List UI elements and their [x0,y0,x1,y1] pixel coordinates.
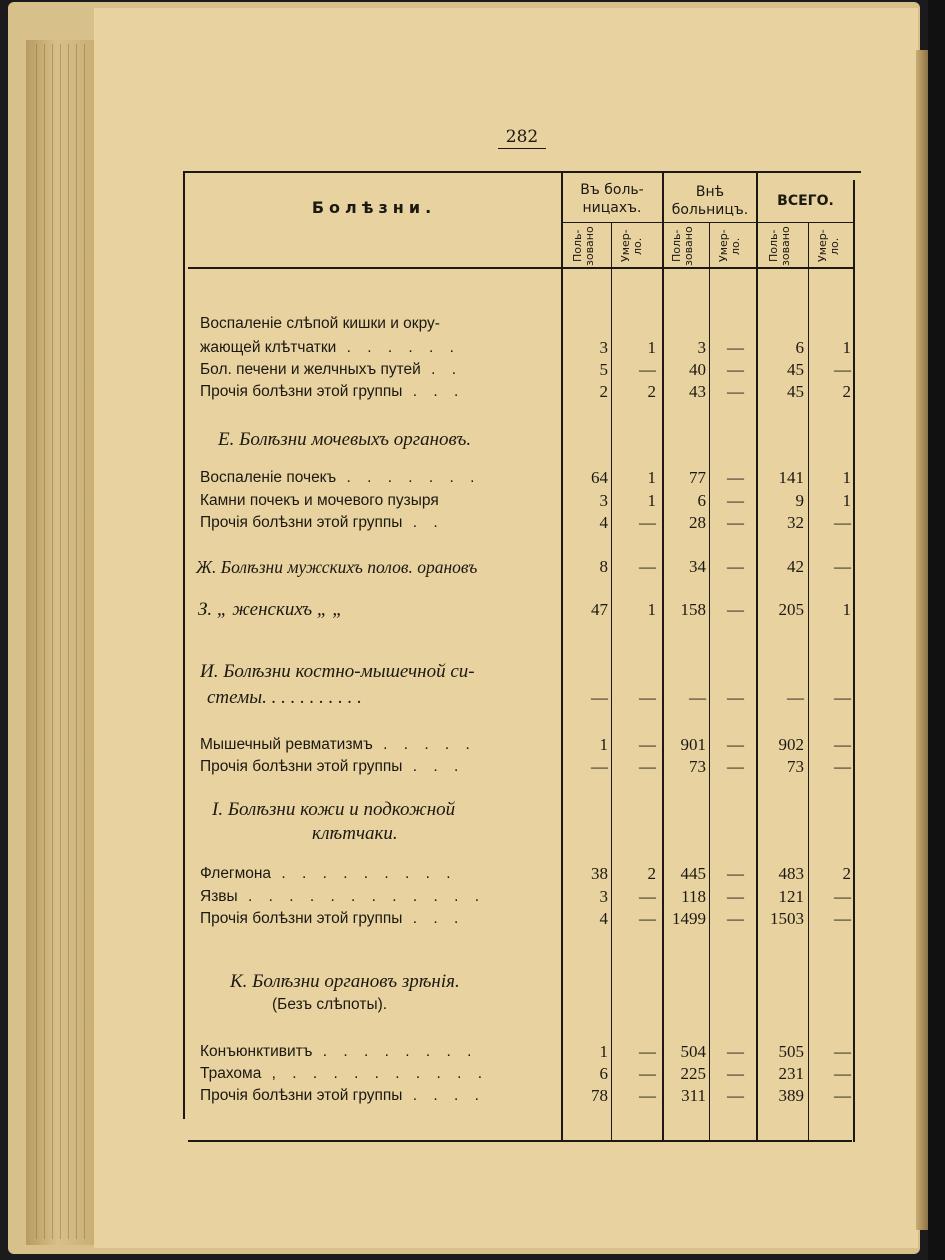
cell-value: — [834,1064,851,1083]
cell-value: — [834,909,851,928]
cell-value: — [639,757,656,776]
cell-value: 43 [689,382,706,401]
cell-value: 1 [647,491,656,510]
table-left-rule [183,171,185,1119]
cell-value: 1 [647,600,656,619]
cell-value: 64 [591,468,608,487]
cell-value: — [727,513,744,532]
cell-value: — [834,513,851,532]
cell-value: — [727,1086,744,1105]
leader-dots: . . . . . . [336,339,460,356]
cell-value: — [834,757,851,776]
header-bottom-rule [188,267,855,269]
cell-value: 2 [647,382,656,401]
cell-value: 1 [842,491,851,510]
cell-value: 1 [842,600,851,619]
row-label-text: Прочія болѣзни этой группы [200,1087,403,1104]
page-number: 282 [498,127,546,149]
row-label-text: Воспаленіе слѣпой кишки и окру- [200,315,440,332]
section-heading: Ж. Болѣзни мужскихъ полов. орановъ [196,557,478,577]
row-label [200,733,556,757]
row-label [200,511,556,535]
cell-value: 40 [689,360,706,379]
column-rule [662,171,664,1142]
cell-value: 1 [842,338,851,357]
cell-value: — [727,382,744,401]
leader-dots: . . . . [402,1087,485,1104]
cell-value: 231 [778,1064,804,1083]
cell-value: — [591,688,608,707]
cell-value: — [639,360,656,379]
cell-value: 902 [778,735,804,754]
row-label-text: Прочія болѣзни этой группы [200,514,403,531]
cell-value: — [834,1086,851,1105]
row-label [200,336,556,360]
row-label-text: Бол. печени и желчныхъ путей [200,361,421,378]
cell-value: 42 [787,557,804,576]
cell-value: — [727,468,744,487]
cell-value: — [727,688,744,707]
table-bottom-rule [188,1140,852,1142]
page-edges [36,44,92,1239]
leader-dots: . . . . . [372,736,476,753]
cell-value: 4 [599,513,608,532]
cell-value: — [639,909,656,928]
cell-value: 77 [689,468,706,487]
row-label-text: Трахома [200,1065,262,1082]
cell-value: 901 [680,735,706,754]
cell-value: — [727,600,744,619]
section-heading: Е. Болѣзни мочевыхъ органовъ. [218,429,472,450]
cell-value: 4 [599,909,608,928]
cell-value: 505 [778,1042,804,1061]
cell-value: 3 [599,338,608,357]
cell-value: — [727,491,744,510]
cell-value: 28 [689,513,706,532]
cell-value: — [727,360,744,379]
cell-value: 1499 [672,909,706,928]
section-heading: К. Болѣзни органовъ зрѣнія. [230,971,460,992]
cell-value: 311 [681,1086,706,1105]
cell-value: 38 [591,864,608,883]
row-label [200,380,556,404]
row-label-text: (Безъ слѣпоты). [272,996,388,1013]
cell-value: 3 [599,887,608,906]
leader-dots: , . . . . . . . . . . [261,1065,489,1082]
row-label [200,312,556,336]
row-label [200,907,556,931]
row-label-text: Прочія болѣзни этой группы [200,758,403,775]
out-hospitals-header: Внѣ больницъ. [671,184,749,218]
cell-value: 3 [697,338,706,357]
row-label-text: Конъюнктивитъ [200,1043,313,1060]
cell-value: — [834,1042,851,1061]
cell-value: — [639,1042,656,1061]
died-subheader: Умер- ло. [619,229,644,263]
row-label [200,1062,556,1086]
treated-subheader: Поль- зовано [571,226,596,266]
column-rule [756,171,758,1142]
cell-value: 205 [778,600,804,619]
cell-value: — [639,1086,656,1105]
cell-value: 158 [680,600,706,619]
row-label [200,755,556,779]
row-label-text: Воспаленіе почекъ [200,469,337,486]
row-label [272,993,628,1017]
died-subheader: Умер- ло. [717,229,742,263]
cell-value: 1 [842,468,851,487]
cell-value: — [834,360,851,379]
cell-value: 45 [787,382,804,401]
cell-value: 73 [787,757,804,776]
section-heading: клѣтчаки. [312,823,398,844]
table-top-rule [183,171,861,173]
cell-value: 225 [680,1064,706,1083]
row-label-text: Флегмона [200,865,272,882]
cell-value: — [727,338,744,357]
cell-value: 5 [599,360,608,379]
cell-value: 8 [599,557,608,576]
section-heading: З. „ женскихъ „ „ [198,599,343,620]
cell-value: 141 [778,468,804,487]
cell-value: 2 [842,864,851,883]
in-hospitals-header: Въ боль- ницахъ. [580,182,644,216]
cell-value: 1 [599,735,608,754]
cell-value: 6 [795,338,804,357]
leader-dots: . . . [402,383,465,400]
cell-value: — [639,735,656,754]
cell-value: 121 [778,887,804,906]
cell-value: 1 [647,468,656,487]
row-label-text: Язвы [200,888,238,905]
diseases-header: Болѣзни. [311,198,437,217]
leader-dots: . . . . . . . [336,469,481,486]
section-heading: И. Болѣзни костно-мышечной си- [200,661,475,682]
background [928,0,945,1260]
leader-dots: . . . . . . . . . [271,865,457,882]
table-right-rule [853,180,855,1142]
row-label [200,489,556,513]
leader-dots: . . . [402,910,465,927]
row-label-text: Прочія болѣзни этой группы [200,910,403,927]
cell-value: — [727,864,744,883]
cell-value: 45 [787,360,804,379]
cell-value: — [591,757,608,776]
cell-value: — [639,557,656,576]
cell-value: 3 [599,491,608,510]
row-label [200,885,556,909]
total-header: ВСЕГО. [777,193,834,209]
cell-value: — [727,735,744,754]
cell-value: 483 [778,864,804,883]
leader-dots: . . . . . . . . . . . . [237,888,486,905]
cell-value: 1503 [770,909,804,928]
cell-value: — [727,557,744,576]
row-label [200,358,556,382]
row-label [200,1084,556,1108]
cell-value: — [639,887,656,906]
cell-value: 6 [697,491,706,510]
leader-dots: . . [420,361,463,378]
row-label [200,466,556,490]
cell-value: — [639,688,656,707]
row-label-text: жающей клѣтчатки [200,339,337,356]
cell-value: 389 [778,1086,804,1105]
cell-value: — [727,909,744,928]
cell-value: 73 [689,757,706,776]
row-label-text: Прочія болѣзни этой группы [200,383,403,400]
cell-value: 9 [795,491,804,510]
cell-value: 118 [681,887,706,906]
cell-value: — [834,688,851,707]
cell-value: — [727,1064,744,1083]
cell-value: 2 [647,864,656,883]
cell-value: 2 [842,382,851,401]
leader-dots: . . [402,514,444,531]
cell-value: 504 [680,1042,706,1061]
row-label [200,862,556,886]
leader-dots: . . . . . . . . [312,1043,478,1060]
cell-value: 32 [787,513,804,532]
cell-value: — [727,887,744,906]
treated-subheader: Поль- зовано [670,226,695,266]
cell-value: 47 [591,600,608,619]
cell-value: — [727,757,744,776]
cell-value: — [689,688,706,707]
cell-value: 2 [599,382,608,401]
cell-value: 1 [599,1042,608,1061]
cell-value: 6 [599,1064,608,1083]
cell-value: — [834,887,851,906]
cell-value: — [639,1064,656,1083]
cell-value: 445 [680,864,706,883]
cell-value: — [787,688,804,707]
cell-value: — [834,557,851,576]
leader-dots: . . . [402,758,465,775]
row-label [200,1040,556,1064]
row-label-text: Мышечный ревматизмъ [200,736,373,753]
section-heading: І. Болѣзни кожи и подкожной [212,799,456,820]
book-right-edge [916,50,928,1230]
cell-value: 1 [647,338,656,357]
cell-value: 34 [689,557,706,576]
died-subheader: Умер- ло. [816,229,841,263]
cell-value: — [727,1042,744,1061]
section-heading: стемы. . . . . . . . . . . [207,687,362,708]
cell-value: — [639,513,656,532]
cell-value: 78 [591,1086,608,1105]
treated-subheader: Поль- зовано [767,226,792,266]
cell-value: — [834,735,851,754]
row-label-text: Камни почекъ и мочевого пузыря [200,492,439,509]
